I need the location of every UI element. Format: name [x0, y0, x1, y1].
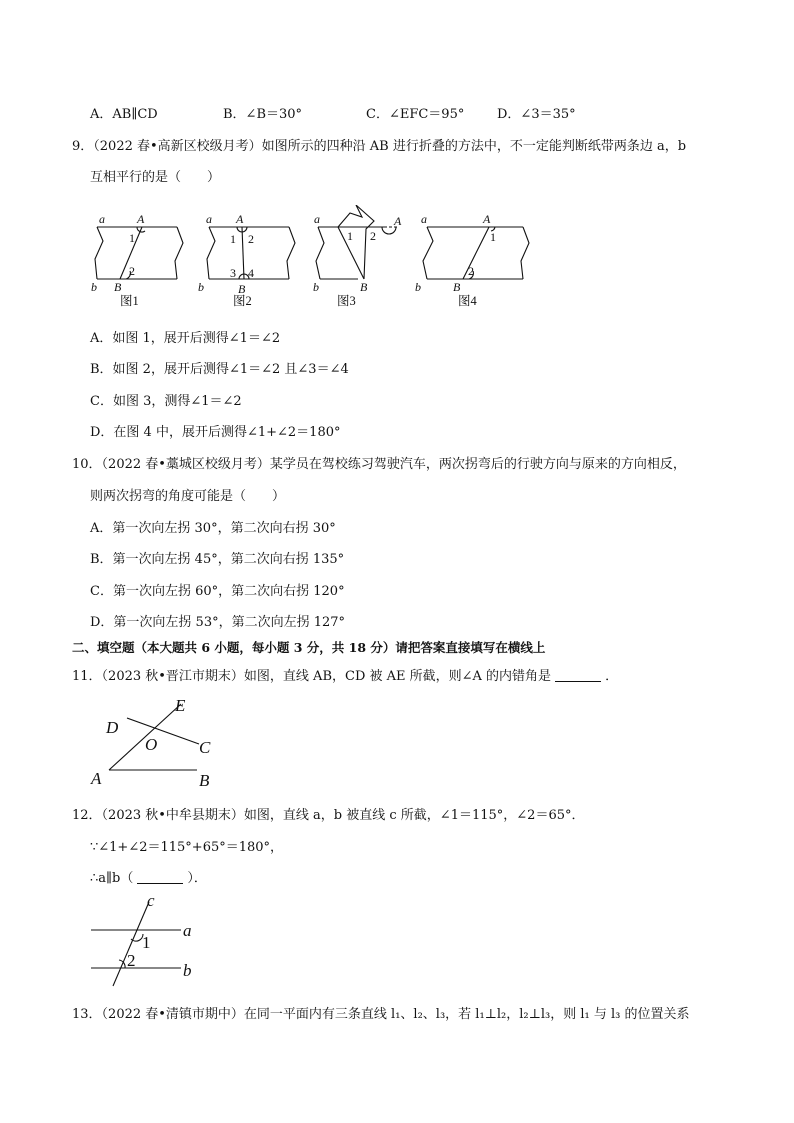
q11-label-B: B [199, 771, 210, 790]
fig1-label-b: b [91, 280, 97, 294]
q11-figure [85, 692, 225, 792]
fig4-angle-2: 2 [468, 264, 474, 278]
line-cd [127, 718, 199, 744]
caption-figure-1: 图1 [120, 294, 139, 308]
q11-label-E: E [175, 696, 186, 715]
q10-option-b: B．第一次向左拐 45°，第二次向右拐 135° [90, 552, 345, 567]
q12-label-b: b [183, 961, 192, 980]
q9-stem-line1: 9．（2022 春•高新区校级月考）如图所示的四种沿 AB 进行折叠的方法中，不一定能判断纸带两条边 a，b [72, 139, 687, 154]
figure-1 [95, 227, 183, 279]
q10-option-d: D．第一次向左拐 53°，第二次向左拐 127° [90, 615, 346, 630]
q12-label-c: c [147, 891, 155, 910]
q8-option-d: D．∠3＝35° [497, 107, 576, 122]
q9-option-b: B．如图 2，展开后测得∠1＝∠2 且∠3＝∠4 [90, 362, 349, 377]
q10-option-a: A．第一次向左拐 30°，第二次向右拐 30° [90, 521, 336, 536]
q9-figures [85, 205, 545, 315]
q8-option-b: B．∠B＝30° [223, 107, 303, 122]
fig3-label-B: B [360, 280, 368, 294]
fig4-angle-1: 1 [490, 230, 496, 244]
fig1-label-A: A [137, 212, 145, 226]
fig3-label-b: b [313, 280, 319, 294]
fig2-angle-4: 4 [248, 266, 254, 280]
q11-answer-blank[interactable] [555, 669, 601, 682]
q9-option-c: C．如图 3，测得∠1＝∠2 [90, 394, 242, 409]
fig3-angle-2: 2 [370, 229, 376, 243]
q12-figure [85, 888, 215, 988]
fig3-angle-1: 1 [347, 229, 353, 243]
caption-figure-3: 图3 [337, 294, 356, 308]
fig4-label-B: B [453, 280, 461, 294]
section-2-heading: 二、填空题（本大题共 6 小题，每小题 3 分，共 18 分）请把答案直接填写在横线上 [72, 640, 546, 655]
fig2-label-B: B [238, 282, 246, 296]
fig4-label-a: a [421, 212, 427, 226]
q11-label-D: D [106, 718, 119, 737]
q9-option-d: D．在图 4 中，展开后测得∠1+∠2＝180° [90, 425, 341, 440]
figure-4 [423, 227, 529, 279]
q12-end: ）． [187, 871, 207, 886]
q11-text: 11．（2023 秋•晋江市期末）如图，直线 AB，CD 被 AE 所截，则∠A 的内错角是 [72, 669, 552, 684]
q13-stem: 13．（2022 春•清镇市期中）在同一平面内有三条直线 l₁、l₂、l₃，若 l₁⊥l₂，l₂⊥l₃，则 l₁ 与 l₃ 的位置关系 [72, 1007, 690, 1022]
caption-figure-4: 图4 [458, 294, 477, 308]
q11-end: ． [605, 669, 619, 684]
fig2-angle-1: 1 [230, 232, 236, 246]
q12-answer-blank[interactable] [137, 871, 183, 884]
q12-angle-1: 1 [142, 933, 151, 952]
fig2-angle-2: 2 [248, 232, 254, 246]
q12-therefore: ∴a∥b（ [90, 871, 134, 886]
fig4-label-b: b [415, 280, 421, 294]
q12-stem-line3 [90, 867, 207, 886]
q11-label-A: A [91, 769, 102, 788]
q11-label-C: C [199, 738, 211, 757]
fig1-label-B: B [114, 280, 122, 294]
fig4-label-A: A [483, 212, 491, 226]
fig1-label-a: a [99, 212, 105, 226]
figure-3 [316, 205, 398, 279]
q12-angle-2: 2 [127, 951, 136, 970]
q12-stem-line2: ∵∠1+∠2＝115°+65°＝180°， [90, 840, 284, 855]
q10-stem-line2: 则两次拐弯的角度可能是（ ） [90, 489, 286, 504]
q8-option-a: A．AB∥CD [90, 107, 158, 122]
fig3-label-A: A [394, 214, 402, 228]
q10-option-c: C．第一次向左拐 60°，第二次向右拐 120° [90, 584, 345, 599]
fig1-angle-2: 2 [129, 264, 135, 278]
q12-label-a: a [183, 921, 192, 940]
q10-stem-line1: 10．（2022 春•藁城区校级月考）某学员在驾校练习驾驶汽车，两次拐弯后的行驶方向与原来的方向相反， [72, 457, 686, 472]
fig3-label-a: a [314, 212, 320, 226]
q12-stem-line1: 12．（2023 秋•中牟县期末）如图，直线 a，b 被直线 c 所截，∠1＝115°，∠2＝65°． [72, 808, 585, 823]
q9-stem-line2: 互相平行的是（ ） [90, 170, 221, 185]
fig2-angle-3: 3 [230, 266, 236, 280]
fig2-label-A: A [236, 212, 244, 226]
fig2-label-b: b [198, 280, 204, 294]
fig1-angle-1: 1 [129, 231, 135, 245]
q9-option-a: A．如图 1，展开后测得∠1＝∠2 [90, 331, 281, 346]
q11-stem [72, 665, 618, 684]
q11-label-O: O [145, 735, 158, 754]
caption-figure-2: 图2 [233, 294, 252, 308]
fig2-label-a: a [206, 212, 212, 226]
q8-option-c: C．∠EFC＝95° [366, 107, 465, 122]
